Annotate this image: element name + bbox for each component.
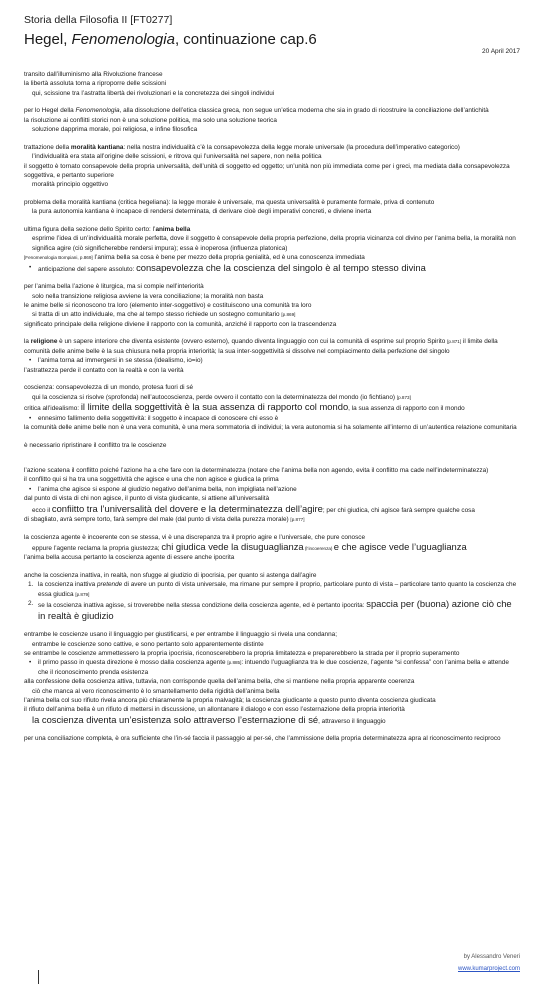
text-line: la pura autonomia kantiana è incapace di rendersi determinata, di derivare cioè degli imperativi concreti, e diviene inerta [32, 208, 372, 216]
text-line: la comunità delle anime belle non è una vera comunità, è una mera sommatoria di individui; la vera autonomia si ha solamente all’interno di un’autentica relazione comunitaria [24, 423, 517, 431]
bullet-item: • l’anima che agisce si espone al giudizio negativo dell’anima bella, non impigliata nell’azione [24, 485, 520, 494]
footer-author: by Alessandro Veneri [463, 954, 520, 960]
page-title [24, 31, 317, 48]
page-reference: [p.879] [75, 591, 90, 597]
notes-body [24, 70, 520, 752]
text-line: la libertà assoluta torna a riproporre delle scissioni [24, 80, 167, 88]
section-5 [24, 225, 520, 274]
course-label: Storia della Filosofia II [FT0277] [24, 14, 173, 26]
text-line: ciò che manca al vero riconoscimento è lo smantellamento della rigidità dell’anima bella [32, 687, 280, 695]
section-6 [24, 282, 520, 329]
text-line: l’anima bella col suo rifiuto rivela ancora più chiaramente la propria malvagità; la coscienza giudicante a questo punto diventa coscienza giudicata [24, 697, 436, 704]
date-label: 20 April 2017 [482, 48, 520, 55]
text-line: l’astrattezza perde il contatto con la realtà e con la verità [24, 366, 184, 374]
text-line: l’individualità era stata all’origine delle scissioni, e ritrova qui l’universalità nel sapere, non nella politica [32, 153, 322, 161]
section-4 [24, 198, 520, 217]
text-line: se entrambe le coscienze ammettessero la propria ipocrisia, riconoscerebbero la propria limitatezza e preparerebbero la strada per il proprio superamento [24, 649, 460, 657]
text-line: alla confessione della coscienza attiva, tuttavia, non corrisponde quella dell’anima bella, che si mantiene nella propria apparente coerenza [24, 678, 415, 686]
section-8 [24, 383, 520, 432]
text-cursor [38, 970, 39, 984]
text-line: la coscienza agente è incoerente con se stessa, vi è una discrepanza tra il proprio agire e l’universale, che pure conosce [24, 533, 366, 541]
text-line: l’anima bella accusa pertanto la coscienza agente di essere anche ipocrita [24, 554, 235, 562]
section-14 [24, 734, 520, 743]
text-line: per una conciliazione completa, è ora sufficiente che l’in-sé faccia il passaggio al per-sé, che l’ammissione della propria determinatezza apra al riconoscimento reciproco [24, 735, 501, 743]
text-line: la risoluzione ai conflitti storici non è una soluzione politica, ma solo una soluzione teorica [24, 116, 277, 124]
text-line: qui la coscienza si risolve (sprofonda) nell’autocoscienza, perde ovvero il contatto con la determinatezza del mondo (io fichtiano) [p.873] [32, 393, 411, 401]
section-11 [24, 533, 520, 563]
text-line: transito dall’illuminismo alla Rivoluzione francese [24, 71, 163, 78]
bullet-item: • il primo passo in questa direzione è mosso dalla coscienza agente [p.885]: intuendo l’uguaglianza tra le due coscienze, l’agente “si confessa” con l’anima bella e attende che il riconoscimento prenda esistenza [24, 658, 520, 677]
text-line: ultima figura della sezione dello Spirito certo: l’anima bella [24, 226, 191, 234]
text-line: entrambe le coscienze sono cattive, e sono pertanto solo apparentemente distinte [32, 640, 264, 648]
text-line: le anime belle si riconoscono tra loro (elemento inter-soggettivo) e costituiscono una comunità tra loro [24, 302, 312, 310]
text-line: il conflitto qui si ha tra una soggettività che agisce e una che non agisce e giudica la prima [24, 476, 279, 484]
text-line: esprime l’idea di un’individualità morale perfetta, dove il soggetto è consapevole della propria perfezione, della propria vicinanza col divino per l’anima bella, la moralità non significa agire (ciò significherebbe rendersi impura); essa è inoperosa (influenza platonica) [32, 235, 516, 252]
text-line: [Fenomenologia Bompiani, p.869] l’anima bella sa cosa è bene per mezzo della propria genialità, ed è una conoscenza immediata [24, 254, 365, 262]
title-part: , continuazione cap.6 [174, 31, 317, 48]
section-3 [24, 143, 520, 190]
page-reference: [p.869] [281, 312, 296, 318]
text-line: anche la coscienza inattiva, in realtà, non sfugge al giudizio di ipocrisia, per quanto si astenga dall’agire [24, 571, 317, 579]
bullet-item: • ennesimo fallimento della soggettività: il soggetto è incapace di conoscere chi esso è [24, 414, 520, 423]
page-reference: [p.885] [227, 660, 242, 666]
section-13 [24, 630, 520, 726]
text-line: per l’anima bella l’azione è liturgica, ma si compie nell’interiorità [24, 283, 204, 291]
section-7 [24, 337, 520, 375]
bullet-item: • anticipazione del sapere assoluto: consapevolezza che la coscienza del singolo è al tempo stesso divina [24, 263, 520, 274]
text-line: solo nella transizione religiosa avviene la vera conciliazione; la moralità non basta [32, 292, 264, 300]
section-12 [24, 571, 520, 622]
page-reference: [Fenomenologia Bompiani, p.869] [24, 255, 93, 261]
text-line: ecco il confiitto tra l’universalità del dovere e la determinatezza dell’agire; per chi giudica, chi agisce farà sempre qualche cosa [32, 502, 475, 514]
page-reference: [p.871] [447, 339, 462, 345]
section-2 [24, 106, 520, 134]
text-line: il soggetto è tornato consapevole della propria universalità, dell’unità di soggetto ed oggetto; un’unità non più immediata come per i greci, ma mediata dalla consapevolezza soggettiva, e pertanto superiore [24, 162, 510, 180]
section-9 [24, 441, 520, 450]
text-line: eppure l’agente reclama la propria giustezza; chi giudica vede la disuguaglianza (l’incoerenza) e che agisce vede l’uguaglianza [32, 540, 467, 552]
title-part: Hegel, [24, 31, 72, 48]
text-line: la religione è un sapere interiore che diventa esistente (ovvero esterno), quando diventa linguaggio con cui la comunità di esprime sul proprio Spirito [p.871] il limite della comunità delle anime belle è la sua chiusura nella propria interiorità; la sua inter-soggettività si dissolve nel compiacimento della perfezione del singolo [24, 338, 498, 355]
page-reference: [p.873] [396, 394, 411, 400]
numbered-item: 2. se la coscienza inattiva agisse, si troverebbe nella stessa condizione della coscienza agente, ed è pertanto ipocrita: spaccia per (buona) azione ciò che in realtà è giudizio [28, 598, 512, 621]
text-line: coscienza: consapevolezza di un mondo, protesa fuori di sé [24, 384, 194, 392]
text-line: qui, scissione tra l’astratta libertà dei rivoluzionari e la concretezza dei singoli individui [32, 89, 275, 97]
text-line: di sbagliato, avrà sempre torto, farà sempre del male (dal punto di vista della purezza morale) [p.877] [24, 515, 305, 523]
section-10 [24, 466, 520, 524]
text-line: soluzione dapprima morale, poi religiosa, e infine filosofica [32, 126, 198, 134]
bullet-item: • l’anima torna ad immergersi in se stessa (idealismo, io=io) [24, 356, 520, 365]
section-1 [24, 70, 520, 98]
page-reference: [p.877] [290, 516, 305, 522]
title-emphasis: Fenomenologia [71, 31, 175, 48]
text-line: trattazione della moralità kantiana: nella nostra individualità c’è la consapevolezza della legge morale universale (la procedura dell’imperativo categorico) [24, 143, 460, 151]
text-line: entrambe le coscienze usano il linguaggio per giustificarsi, e per entrambe il linguaggio si rivela una condanna; [24, 631, 337, 639]
text-line: significato principale della religione diviene il rapporto con la comunità, anziché il rapporto con la trascendenza [24, 320, 337, 328]
numbered-item: 1. la coscienza inattiva pretende di avere un punto di vista universale, ma rimane pur sempre il proprio, particolare punto di vista – particolare tanto quanto la coscienza che essa giudica [p.879] [28, 581, 517, 598]
text-line: il rifiuto dell’anima bella è un rifiuto di mettersi in discussione, un allontanare il dialogo e con esso l’esternazione della propria interiorità [24, 706, 405, 714]
text-line: moralità principio oggettivo [32, 181, 109, 189]
text-line: per lo Hegel della Fenomenologia, alla dissoluzione dell’etica classica greca, non segue un’etica moderna che sia in grado di ricostruire la conciliazione dell’antichità [24, 107, 489, 115]
text-line: dal punto di vista di chi non agisce, il punto di vista giudicante, si attiene all’universalità [24, 495, 270, 503]
text-line: è necessario ripristinare il conflitto tra le coscienze [24, 441, 167, 449]
text-line: si tratta di un atto individuale, ma che al tempo stesso richiede un sostegno comunitario [p.869] [32, 311, 296, 319]
footer-site-link[interactable]: www.kumarproject.com [457, 966, 520, 972]
text-line: la coscienza diventa un’esistenza solo attraverso l’esternazione di sé, attraverso il linguaggio [32, 713, 386, 725]
text-line: critica all’idealismo: il limite della soggettività è la sua assenza di rapporto col mondo, la sua assenza di rapporto con il mondo [24, 401, 465, 413]
text-line: problema della moralità kantiana (critica hegeliana): la legge morale è universale, ma questa universalità è puramente formale, priva di contenuto [24, 199, 435, 207]
text-line: l’azione scatena il conflitto poiché l’azione ha a che fare con la determinatezza (notare che l’anima bella non agendo, evita il conflitto ma cade nell’indeterminatezza) [24, 466, 489, 474]
